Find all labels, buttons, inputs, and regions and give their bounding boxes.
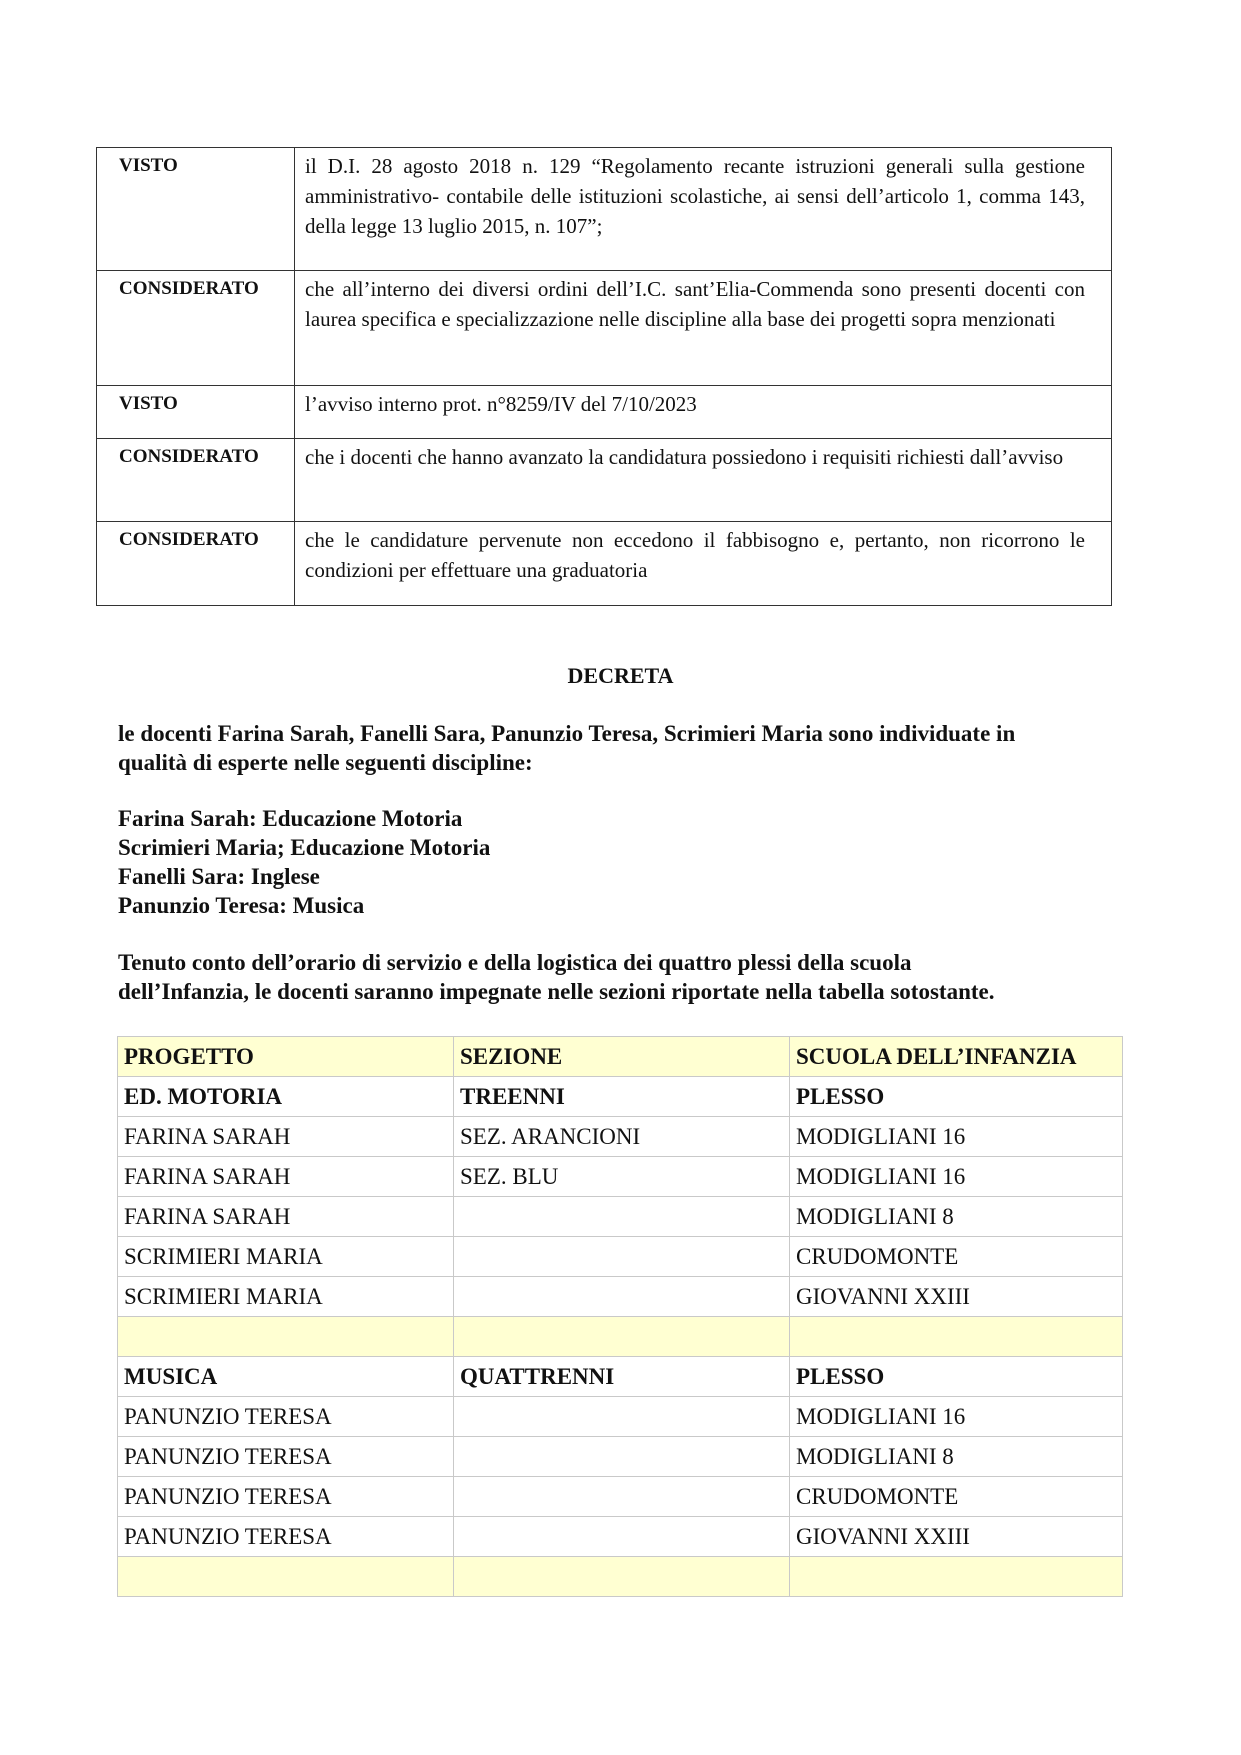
consideration-label: CONSIDERATO — [97, 271, 295, 386]
table-row — [118, 1277, 1123, 1317]
table-cell: TREENNI — [454, 1077, 790, 1117]
table-cell — [454, 1517, 790, 1557]
table-header-cell: SCUOLA DELL’INFANZIA — [790, 1037, 1123, 1077]
table-cell: CRUDOMONTE — [790, 1477, 1123, 1517]
table-spacer-row — [118, 1317, 1123, 1357]
table-row — [118, 1397, 1123, 1437]
consideration-text: che le candidature pervenute non eccedono il fabbisogno e, pertanto, non ricorrono le condizioni per effettuare una graduatoria — [295, 522, 1112, 606]
table-row — [118, 1477, 1123, 1517]
consideration-text: che i docenti che hanno avanzato la candidatura possiedono i requisiti richiesti dall’avviso — [295, 439, 1112, 522]
assignment-item: Farina Sarah: Educazione Motoria — [118, 806, 463, 831]
table-cell — [454, 1237, 790, 1277]
consideration-label: CONSIDERATO — [97, 522, 295, 606]
table-row — [118, 1157, 1123, 1197]
table-cell: MUSICA — [118, 1357, 454, 1397]
intro-line: le docenti Farina Sarah, Fanelli Sara, Panunzio Teresa, Scrimieri Maria sono individuate in — [118, 721, 1016, 746]
table-cell: FARINA SARAH — [118, 1117, 454, 1157]
table-row — [118, 1517, 1123, 1557]
consideration-label: VISTO — [97, 386, 295, 439]
table-row — [118, 1437, 1123, 1477]
table-cell: QUATTRENNI — [454, 1357, 790, 1397]
table-cell: FARINA SARAH — [118, 1157, 454, 1197]
table-row — [118, 1077, 1123, 1117]
table-cell: MODIGLIANI 8 — [790, 1437, 1123, 1477]
table-cell: MODIGLIANI 8 — [790, 1197, 1123, 1237]
table-header-row — [118, 1037, 1123, 1077]
table-row — [118, 1197, 1123, 1237]
assignment-table — [117, 1036, 1123, 1597]
table-cell — [454, 1557, 790, 1597]
note-line: dell’Infanzia, le docenti saranno impegnate nelle sezioni riportate nella tabella sotostante. — [118, 979, 995, 1004]
table-cell — [118, 1317, 454, 1357]
table-cell — [454, 1197, 790, 1237]
table-cell: MODIGLIANI 16 — [790, 1117, 1123, 1157]
table-row — [118, 1357, 1123, 1397]
note-paragraph — [118, 948, 1118, 1006]
table-cell — [118, 1557, 454, 1597]
decreta-heading: DECRETA — [567, 663, 674, 688]
consideration-text: il D.I. 28 agosto 2018 n. 129 “Regolamento recante istruzioni generali sulla gestione amministrativo- contabile delle istituzioni scolastiche, ai sensi dell’articolo 1, comma 143, della legge 13 luglio 2015, n. 107”; — [295, 148, 1112, 271]
table-cell: PLESSO — [790, 1077, 1123, 1117]
table-cell: SCRIMIERI MARIA — [118, 1237, 454, 1277]
consideration-label: CONSIDERATO — [97, 439, 295, 522]
table-row — [118, 1117, 1123, 1157]
assignment-item: Fanelli Sara: Inglese — [118, 864, 320, 889]
table-cell: PANUNZIO TERESA — [118, 1517, 454, 1557]
table-cell — [454, 1477, 790, 1517]
table-cell — [454, 1277, 790, 1317]
table-cell: MODIGLIANI 16 — [790, 1157, 1123, 1197]
considerations-table — [96, 147, 1112, 606]
intro-line: qualità di esperte nelle seguenti discipline: — [118, 750, 533, 775]
table-cell — [790, 1557, 1123, 1597]
consideration-row — [97, 386, 1112, 439]
assignment-item: Scrimieri Maria; Educazione Motoria — [118, 835, 491, 860]
consideration-row — [97, 148, 1112, 271]
table-cell: SEZ. ARANCIONI — [454, 1117, 790, 1157]
consideration-text: che all’interno dei diversi ordini dell’I.C. sant’Elia-Commenda sono presenti docenti con laurea specifica e specializzazione nelle discipline alla base dei progetti sopra menzionati — [295, 271, 1112, 386]
consideration-row — [97, 271, 1112, 386]
table-cell — [454, 1437, 790, 1477]
consideration-label: VISTO — [97, 148, 295, 271]
consideration-row — [97, 522, 1112, 606]
table-cell — [454, 1317, 790, 1357]
assignment-item: Panunzio Teresa: Musica — [118, 893, 365, 918]
intro-paragraph — [118, 719, 1118, 777]
table-cell: MODIGLIANI 16 — [790, 1397, 1123, 1437]
table-cell: SCRIMIERI MARIA — [118, 1277, 454, 1317]
table-cell: SEZ. BLU — [454, 1157, 790, 1197]
table-cell: PANUNZIO TERESA — [118, 1437, 454, 1477]
table-spacer-row — [118, 1557, 1123, 1597]
table-cell — [790, 1317, 1123, 1357]
table-cell: GIOVANNI XXIII — [790, 1277, 1123, 1317]
consideration-text: l’avviso interno prot. n°8259/IV del 7/10/2023 — [295, 386, 1112, 439]
table-header-cell: PROGETTO — [118, 1037, 454, 1077]
table-cell: CRUDOMONTE — [790, 1237, 1123, 1277]
table-row — [118, 1237, 1123, 1277]
table-cell: ED. MOTORIA — [118, 1077, 454, 1117]
table-header-cell: SEZIONE — [454, 1037, 790, 1077]
table-cell — [454, 1397, 790, 1437]
note-line: Tenuto conto dell’orario di servizio e della logistica dei quattro plessi della scuola — [118, 950, 912, 975]
consideration-row — [97, 439, 1112, 522]
table-cell: PLESSO — [790, 1357, 1123, 1397]
table-cell: FARINA SARAH — [118, 1197, 454, 1237]
table-cell: PANUNZIO TERESA — [118, 1477, 454, 1517]
table-cell: PANUNZIO TERESA — [118, 1397, 454, 1437]
table-cell: GIOVANNI XXIII — [790, 1517, 1123, 1557]
assignments-list — [118, 804, 1118, 920]
